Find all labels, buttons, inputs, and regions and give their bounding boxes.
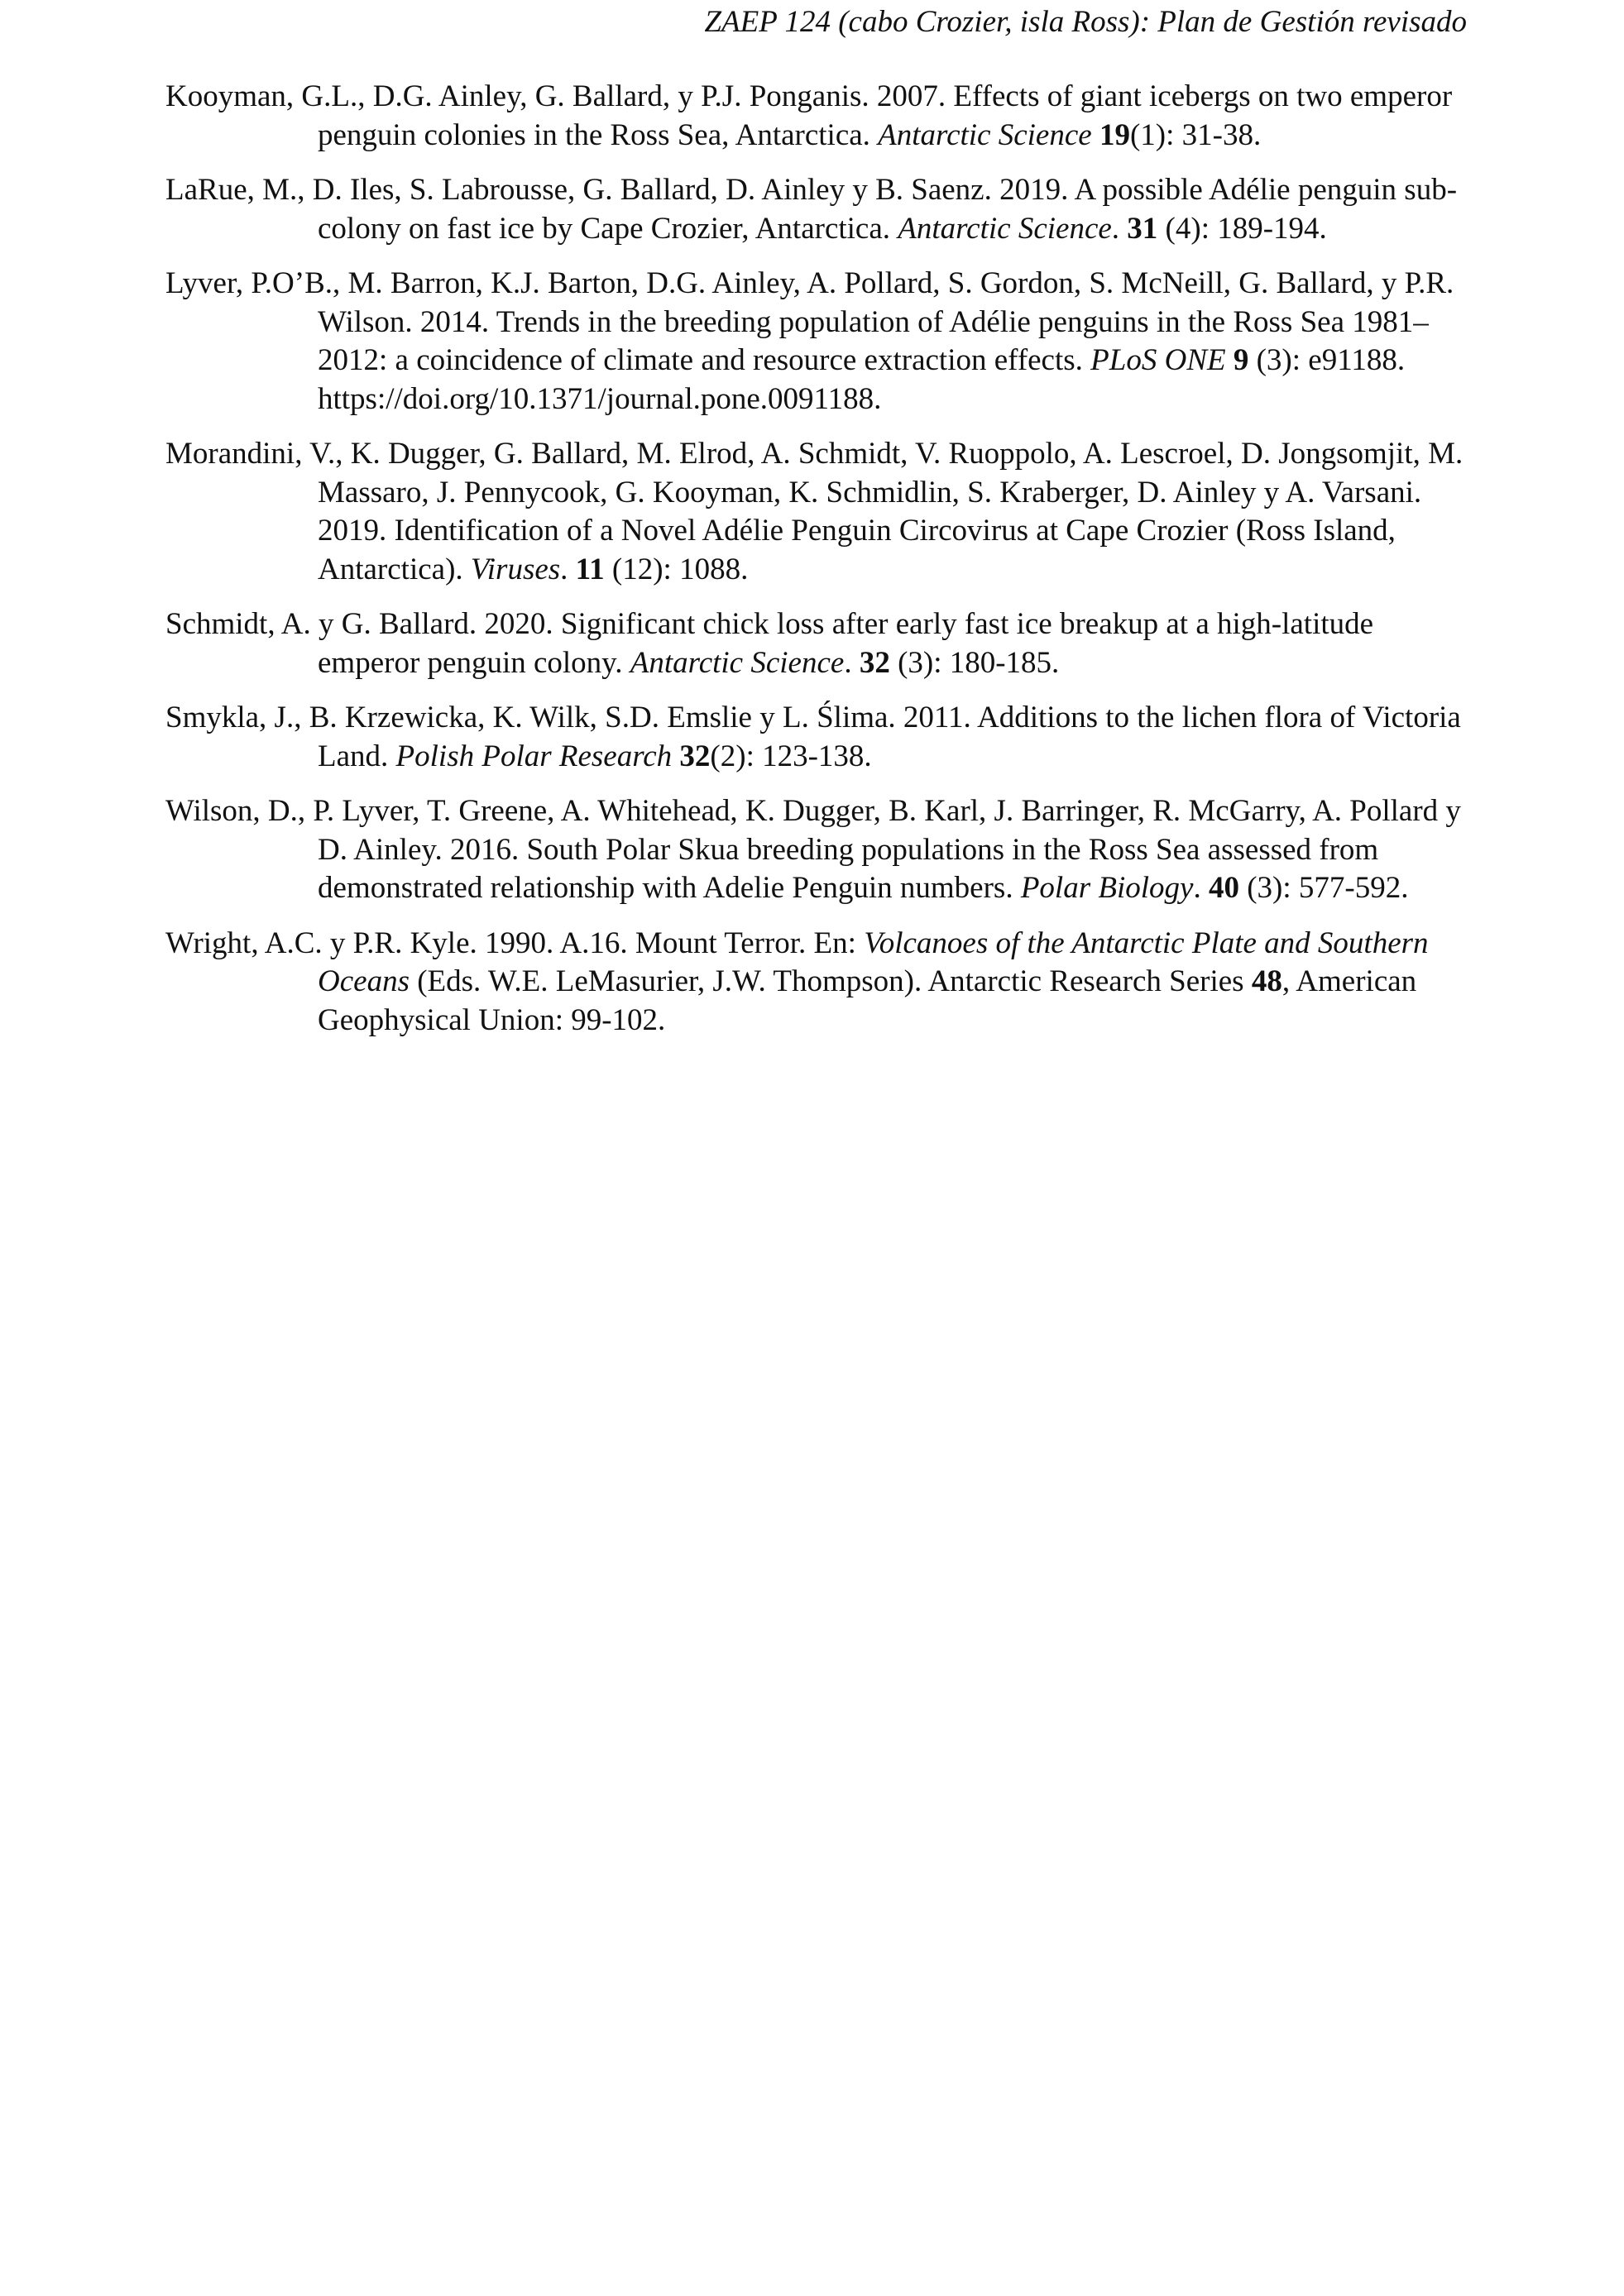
reference-text: . [1193,871,1209,905]
reference-text: , American Geophysical Union: 99-102. [318,964,1417,1037]
reference-text: (12): 1088. [604,552,749,586]
reference-text: Morandini, V., K. Dugger, G. Ballard, M. Elrod, A. Schmidt, V. Ruoppolo, A. Lescroel, D. Jongsomjit, M. Massaro, J. Pennycook, G. Kooyman, K. Schmidlin, S. Kraberger, D. Ainley y A. Varsani. 2019. Identification of a Novel Adélie Penguin Circovirus at Cape Crozier (Ross Island, Antarctica). [165,437,1464,586]
reference-text: . [1111,211,1128,246]
reference-volume: 31 [1127,211,1158,246]
reference-volume: 40 [1208,871,1239,905]
reference-text: (3): e91188. https://doi.org/10.1371/journal.pone.0091188. [318,343,1406,416]
reference-text: . [560,552,576,586]
reference-journal: Polar Biology [1020,871,1194,905]
running-header: ZAEP 124 (cabo Crozier, isla Ross): Plan de Gestión revisado [704,5,1467,39]
reference-journal: Antarctic Science [878,117,1092,152]
reference-text: (1): 31-38. [1129,117,1262,152]
reference-text [1226,343,1234,377]
reference-volume: 32 [679,739,711,773]
reference-entry [165,265,1473,419]
reference-volume: 9 [1233,343,1249,377]
reference-journal: Volcanoes of the Antarctic Plate and Southern Oceans [318,926,1429,998]
reference-entry [165,171,1473,248]
reference-text: Kooyman, G.L., D.G. Ainley, G. Ballard, y P.J. Ponganis. 2007. Effects of giant icebergs on two emperor penguin colonies in the Ross Sea, Antarctica. [165,79,1453,152]
reference-text: (2): 123-138. [710,739,872,773]
reference-text: Wright, A.C. y P.R. Kyle. 1990. A.16. Mount Terror. En: [165,926,865,960]
reference-text: (4): 189-194. [1157,211,1327,246]
reference-entry [165,792,1473,908]
reference-volume: 32 [859,645,890,680]
reference-journal: Antarctic Science [898,211,1112,246]
reference-journal: Antarctic Science [630,645,845,680]
reference-list [165,78,1473,1056]
reference-entry [165,699,1473,776]
reference-volume: 48 [1251,964,1282,998]
reference-journal: PLoS ONE [1090,343,1226,377]
reference-entry [165,435,1473,589]
reference-text: Lyver, P.O’B., M. Barron, K.J. Barton, D.G. Ainley, A. Pollard, S. Gordon, S. McNeill, G. Ballard, y P.R. Wilson. 2014. Trends in the breeding population of Adélie penguins in the Ross Sea 1981–2012: a coincidence of climate and resource extraction effects. [165,266,1454,377]
reference-text: Wilson, D., P. Lyver, T. Greene, A. Whitehead, K. Dugger, B. Karl, J. Barringer, R. McGarry, A. Pollard y D. Ainley. 2016. South Polar Skua breeding populations in the Ross Sea assessed from demonstrated relationship with Adelie Penguin numbers. [165,794,1461,905]
reference-text: (3): 180-185. [889,645,1060,680]
reference-entry [165,78,1473,155]
reference-text: (3): 577-592. [1238,871,1409,905]
reference-text [1092,118,1099,152]
reference-journal: Viruses [470,552,561,586]
reference-volume: 11 [575,552,605,586]
reference-text: . [844,645,860,680]
reference-text: LaRue, M., D. Iles, S. Labrousse, G. Ballard, D. Ainley y B. Saenz. 2019. A possible Adélie penguin sub-colony on fast ice by Cape Crozier, Antarctica. [165,173,1458,246]
reference-journal: Polish Polar Research [395,739,673,773]
reference-text: Smykla, J., B. Krzewicka, K. Wilk, S.D. Emslie y L. Ślima. 2011. Additions to the lichen flora of Victoria Land. [165,701,1461,773]
reference-volume: 19 [1099,117,1130,152]
reference-text: Schmidt, A. y G. Ballard. 2020. Significant chick loss after early fast ice breakup at a high-latitude emperor penguin colony. [165,607,1374,680]
reference-text: (Eds. W.E. LeMasurier, J.W. Thompson). Antarctic Research Series [409,964,1252,998]
reference-entry [165,925,1473,1040]
reference-entry [165,605,1473,682]
